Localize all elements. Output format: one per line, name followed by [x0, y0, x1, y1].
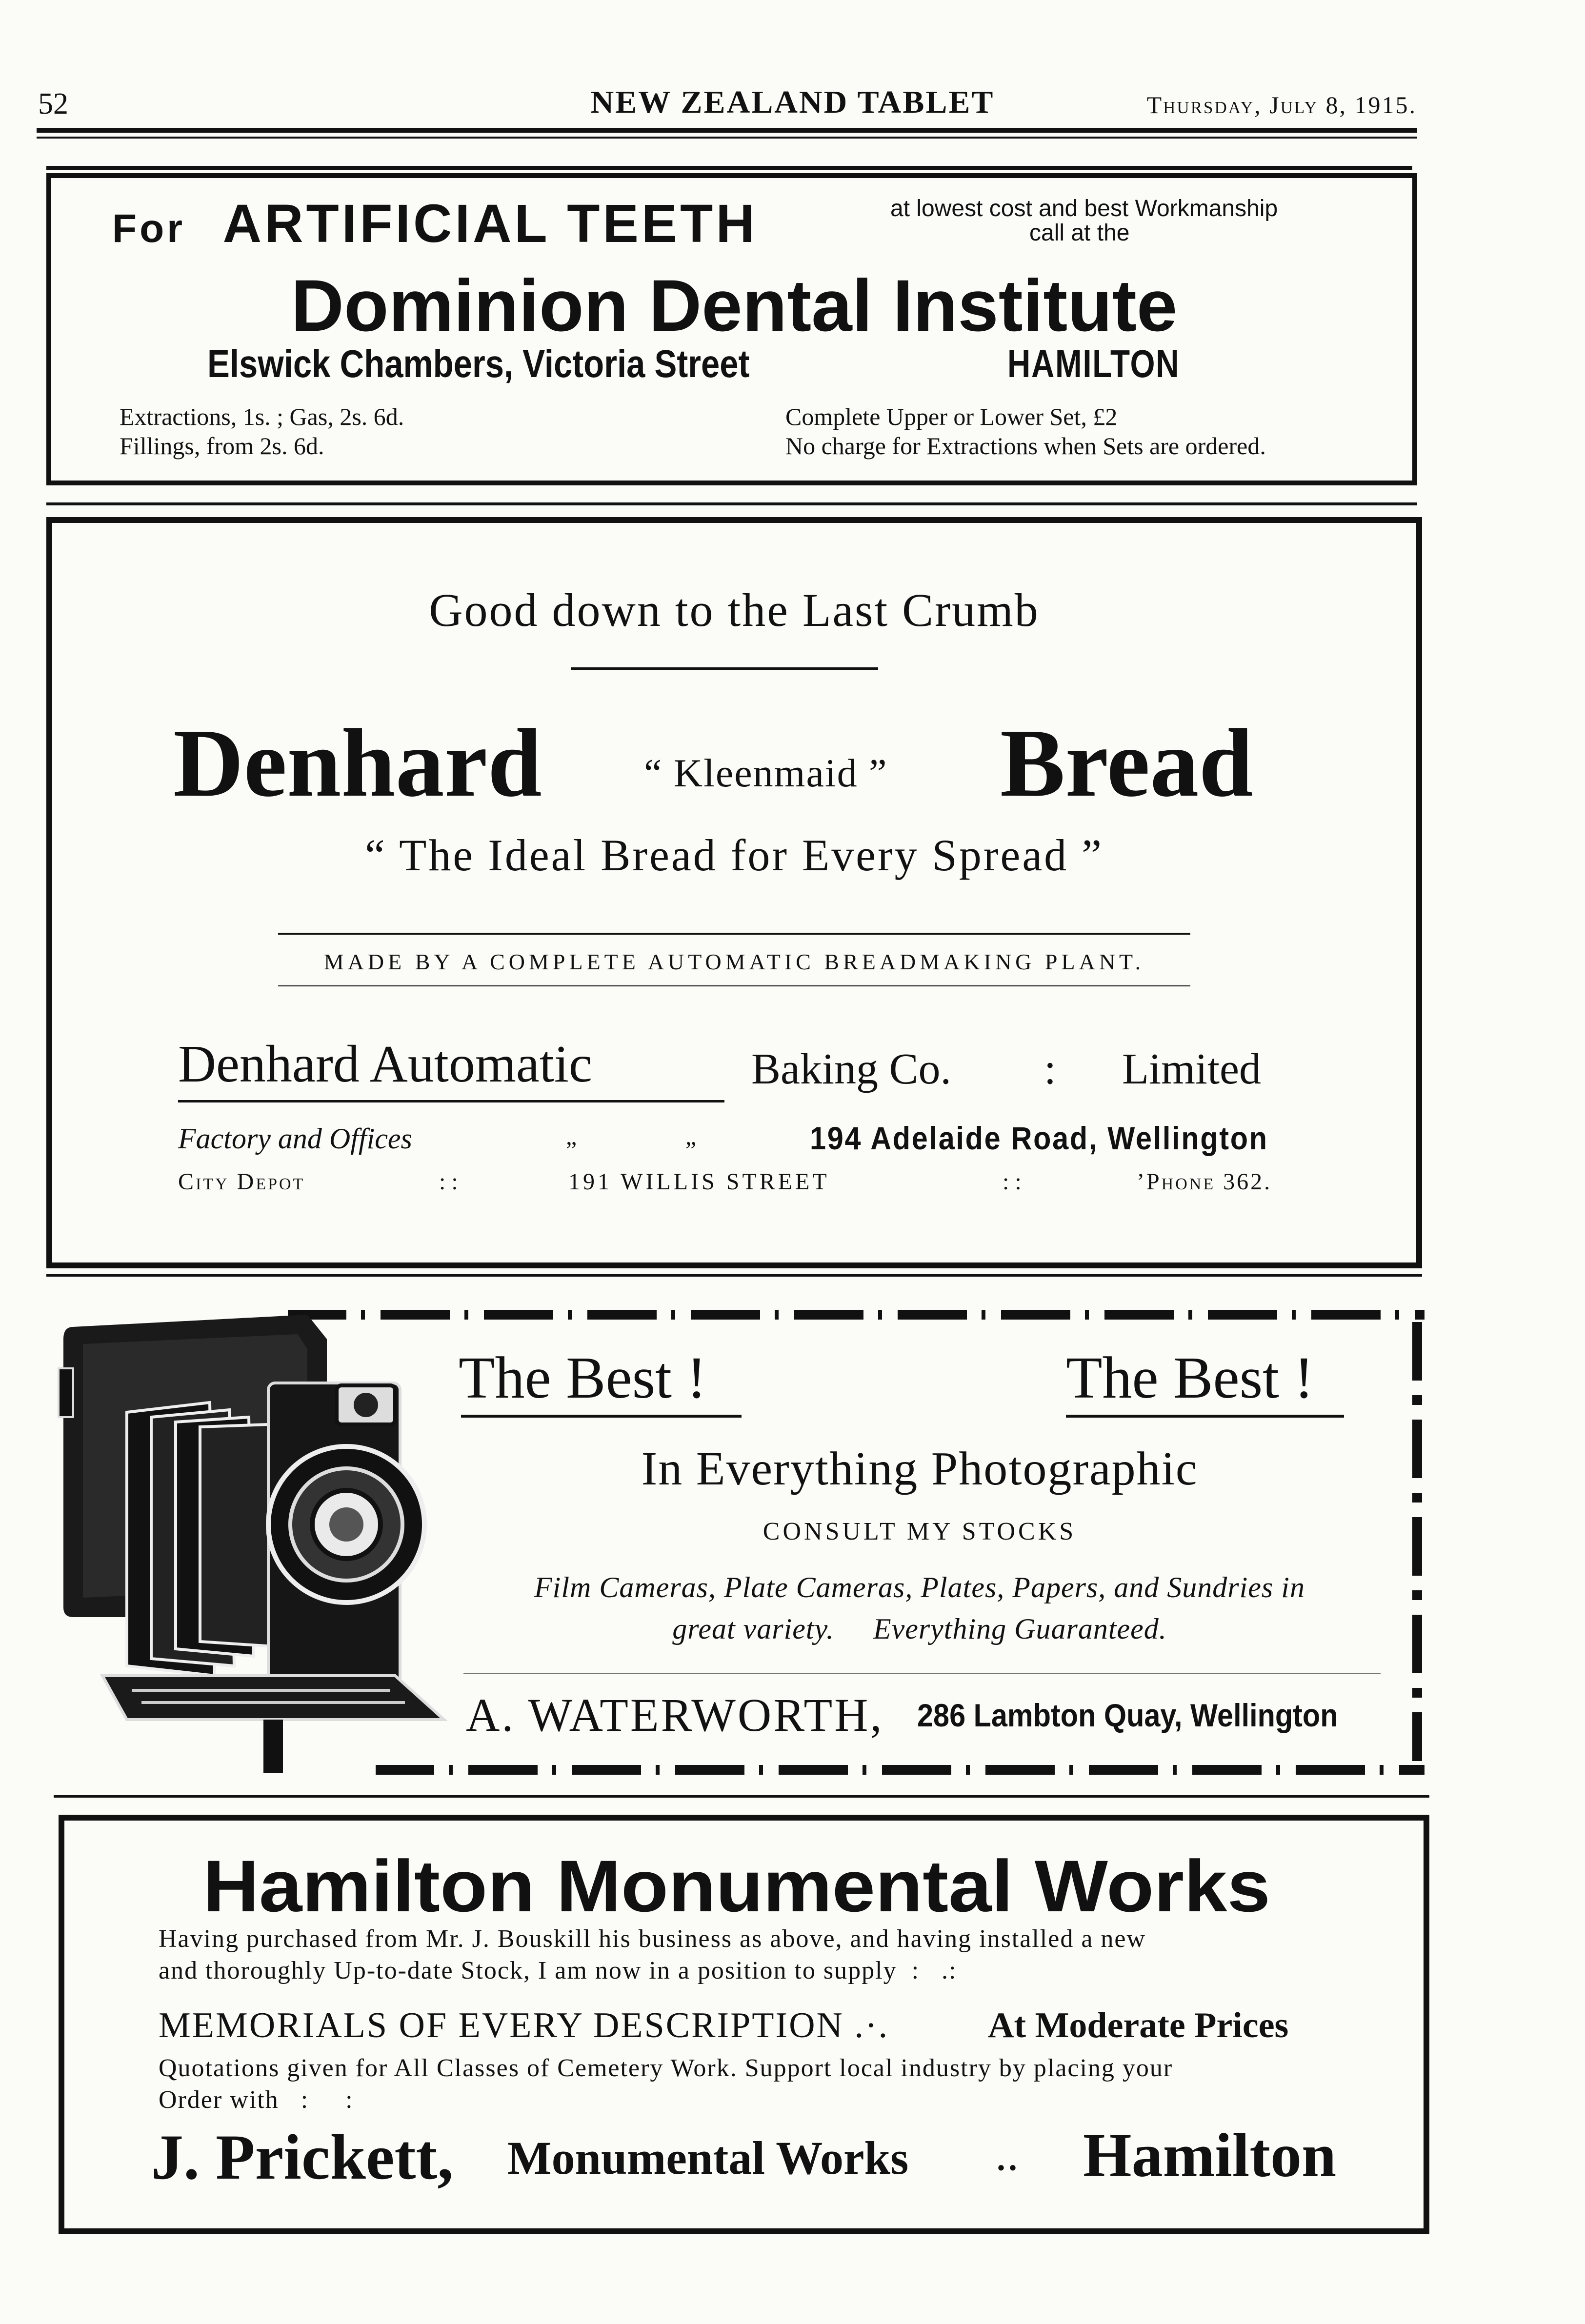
bread-word: Bread — [1000, 709, 1253, 817]
bread-made-rule-top — [278, 933, 1190, 935]
bread-company-colon: : — [1044, 1045, 1057, 1093]
photo-products-line2: great variety. Everything Guaranteed. — [672, 1613, 1167, 1645]
photo-best-left: The Best ! — [459, 1345, 707, 1411]
dental-institute-name — [0, 263, 1468, 348]
camera-icon — [54, 1305, 454, 1778]
monumental-city: Hamilton — [1083, 2121, 1337, 2190]
bread-made-by: MADE BY A COMPLETE AUTOMATIC BREADMAKING PLANT. — [323, 949, 1145, 974]
dental-price-fillings: Fillings, from 2s. 6d. — [120, 432, 324, 460]
bread-company-underline — [178, 1100, 724, 1102]
monumental-dots: .. — [995, 2128, 1019, 2180]
dental-note-line2: call at the — [1029, 220, 1130, 246]
dental-headline — [112, 193, 758, 255]
dental-price-note: No charge for Extractions when Sets are ordered. — [785, 432, 1266, 460]
bread-company-main: Denhard Automatic — [178, 1035, 592, 1093]
monumental-signature: J. Prickett, — [151, 2121, 454, 2193]
dental-for-word: For — [112, 206, 186, 251]
bread-depot-address: 191 WILLIS STREET — [568, 1169, 830, 1195]
monumental-works: Monumental Works — [507, 2132, 909, 2184]
photo-merchant-name: A. WATERWORTH, — [466, 1689, 884, 1741]
bread-depot-label: City Depot — [178, 1169, 305, 1195]
bread-company-limited: Limited — [1122, 1045, 1261, 1093]
dental-city-text: HAMILTON — [1007, 342, 1180, 385]
dental-city — [1007, 341, 1218, 386]
bread-factory-label: Factory and Offices — [178, 1122, 412, 1155]
dental-price-sets: Complete Upper or Lower Set, £2 — [785, 403, 1118, 430]
bread-separator: : : — [439, 1169, 458, 1195]
bread-separator: : : — [1003, 1169, 1022, 1195]
monumental-memorials: MEMORIALS OF EVERY DESCRIPTION .·. — [159, 2005, 889, 2045]
monumental-moderate-prices: At Moderate Prices — [988, 2005, 1289, 2045]
photo-top-border — [288, 1310, 1424, 1320]
photo-best-right: The Best ! — [1066, 1345, 1314, 1411]
dental-address-text: Elswick Chambers, Victoria Street — [207, 342, 750, 385]
photo-merchant-address — [917, 1697, 1384, 1734]
photo-headline: In Everything Photographic — [641, 1442, 1198, 1495]
issue-date: Thursday, July 8, 1915. — [1146, 91, 1417, 119]
photo-consult: CONSULT MY STOCKS — [762, 1518, 1077, 1545]
bread-factory-address — [810, 1120, 1319, 1157]
bread-brand: Denhard — [173, 709, 542, 817]
bread-factory-address-text: 194 Adelaide Road, Wellington — [810, 1120, 1268, 1156]
photo-products-line1: Film Cameras, Plate Cameras, Plates, Papers, and Sundries in — [534, 1571, 1305, 1603]
bread-phone: ’Phone 362. — [1137, 1169, 1272, 1195]
bread-ditto-mark: „ — [566, 1122, 577, 1150]
bread-tag-rule — [571, 667, 878, 670]
dental-institute-name-text: Dominion Dental Institute — [291, 264, 1178, 346]
bread-slogan: “ The Ideal Bread for Every Spread ” — [365, 830, 1103, 880]
page-number: 52 — [38, 87, 68, 120]
folding-camera-illustration — [54, 1305, 454, 1778]
bread-made-rule-bottom — [278, 985, 1190, 986]
bread-company-rest: Baking Co. — [751, 1045, 952, 1093]
bread-product-name: “ Kleenmaid ” — [644, 751, 888, 795]
photo-divider — [463, 1673, 1381, 1674]
dental-address — [207, 341, 838, 386]
monumental-quote-line1: Quotations given for All Classes of Cemetery Work. Support local industry by placing your — [159, 2054, 1173, 2082]
publication-title: NEW ZEALAND TABLET — [590, 84, 995, 120]
dental-top-rule — [46, 166, 1412, 170]
monumental-quote-line2: Order with : : — [159, 2086, 354, 2114]
bread-ditto-mark: „ — [685, 1122, 697, 1150]
monumental-body-line1: Having purchased from Mr. J. Bouskill his business as above, and having installed a new — [159, 1925, 1146, 1953]
photo-right-border — [1412, 1322, 1422, 1761]
monumental-body-line2: and thoroughly Up-to-date Stock, I am now in a position to supply : .: — [159, 1957, 957, 1984]
bread-bottom-rule — [46, 1274, 1422, 1277]
monumental-title-text: Hamilton Monumental Works — [203, 1845, 1270, 1927]
photo-best-left-underline — [461, 1415, 742, 1418]
header-rule-thick — [37, 128, 1417, 133]
photo-best-right-underline — [1066, 1415, 1344, 1418]
monumental-title — [0, 1844, 1473, 1928]
photo-merchant-address-text: 286 Lambton Quay, Wellington — [917, 1697, 1338, 1733]
bread-tagline: Good down to the Last Crumb — [429, 584, 1040, 636]
photo-bottom-border — [376, 1765, 1424, 1775]
dental-note-line1: at lowest cost and best Workmanship — [890, 196, 1278, 221]
header-rule-thin — [37, 137, 1417, 139]
monumental-top-rule — [54, 1795, 1429, 1798]
dental-price-extractions: Extractions, 1s. ; Gas, 2s. 6d. — [120, 403, 404, 430]
bread-top-rule — [46, 502, 1417, 505]
dental-headline-text: ARTIFICIAL TEETH — [222, 194, 758, 254]
